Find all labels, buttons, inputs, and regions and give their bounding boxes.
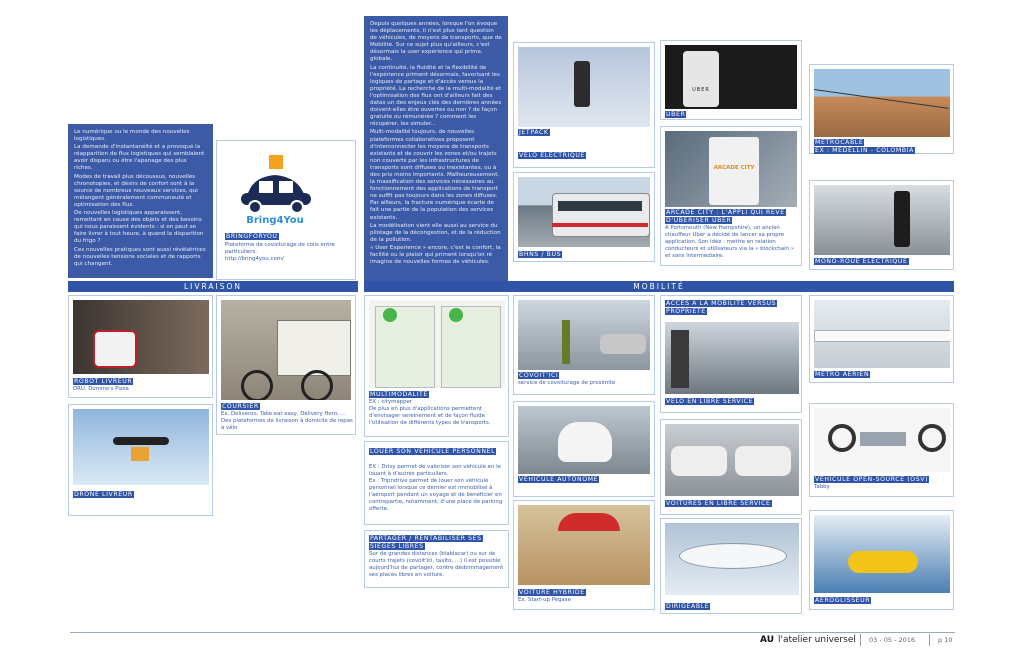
bring4you-card [216, 140, 356, 280]
covoitici-photo [518, 300, 650, 370]
covoitici-title: COVOIT'ICI [519, 372, 559, 379]
monoroue-title: MONO-ROUE ÉLECTRIQUE [815, 258, 908, 265]
acces-card [660, 295, 802, 413]
bring4you-logo: Bring4You [225, 149, 325, 231]
louer-card [364, 441, 509, 525]
footer-date: 03 - 05 - 2016 [869, 636, 916, 644]
velo-libre-title: VÉLO EN LIBRE SERVICE [666, 398, 754, 405]
louer-desc: EX : Drivy permet de valoriser son véhicule en le louant à d'autres particuliers. Ex : Tripndrive permet de louer son véhicule personnel lorsque ce dernier est immobilisé à l'aéroport pendant un voyage et de bénéficier en contrepartie, notamment, d'une place de parking offerte. [369, 464, 503, 512]
multimodalite-title: MULTIMODALITÉ [370, 391, 428, 398]
velo-libre-photo [665, 322, 799, 394]
partager-title: PARTAGER / RENTABILISER SES SIÈGES LIBRES [370, 535, 482, 550]
uber-card [660, 40, 802, 120]
velo-electrique-card [513, 150, 655, 168]
velo-electrique-title: VÉLO ÉLECTRIQUE [519, 152, 586, 159]
section-livraison: LIVRAISON [68, 281, 358, 292]
arcade-card [660, 126, 802, 266]
robot-photo [73, 300, 209, 374]
jetpack-photo [518, 47, 650, 127]
bhns-card [513, 172, 655, 262]
autonome-card [513, 401, 655, 497]
bring4you-desc: Plateforme de covoiturage de colis entre particuliers. http://bring4you.com/ [225, 242, 335, 262]
footer-brand: l'atelier universel [778, 635, 856, 645]
autonome-photo [518, 406, 650, 474]
covoitici-desc: service de covoiturage de proximité [518, 380, 616, 386]
arcade-title: ARCADE CITY : L'APPLI QUI RÊVE D'UBERISER UBER [666, 209, 785, 224]
aeroglisseur-photo [814, 515, 950, 593]
multimodalite-photo [369, 300, 505, 388]
intro-livraison: Le numérique ou le monde des nouvelles logistiques. La demande d'instantanéité et a provoqué la réapparition de flux logistiques qui semblaient avoir disparu ou être l'apanage des plus riches. Modes de travail plus découssus, nouvelles chronotopies, et désirs de confort sont à la source de nombreux nouveaux services, qui mélangent généralement communauté et optimisation des flux. De nouvelles logistiques apparaissent, remettant en cause des objets et des besoins qui nous paraissent évidents : si on peut se faire livrer à tout heure, à quand la disparition du frigo ? Ces nouvelles pratiques sont aussi révélatrices de nouvelles tensions sociales et de rapports qui changent. [68, 124, 213, 278]
footer-page: p 10 [938, 636, 953, 644]
aeroglisseur-title: AÉROGLISSEUR [815, 597, 871, 604]
covoitici-card [513, 295, 655, 395]
footer-logo: AU [760, 635, 774, 645]
louer-title: LOUER SON VÉHICULE PERSONNEL [370, 448, 496, 455]
hybride-photo [518, 505, 650, 585]
multimodalite-desc: EX : citymapper De plus en plus d'applications permettent d'envisager sereinement et de façon fluide l'utilisation de différents types de transports. [369, 399, 491, 426]
metrocable-title: METROCABLE [815, 139, 864, 146]
hybride-card [513, 500, 655, 610]
metro-aerien-card [809, 295, 954, 383]
metro-aerien-photo [814, 300, 950, 368]
partager-desc: Sur de grandes distances (blablacar) ou sur de courts trajets (covoit'ici, taxito, ...) il est possible aujourd'hui de partager, contre dédommagement ses places libres en voiture. [369, 551, 504, 578]
bhns-photo [518, 177, 650, 247]
open-source-title: VÉHICULE OPEN-SOURCE (OSV) [815, 476, 929, 483]
uber-title: UBER [666, 111, 686, 118]
footer-sep-2 [929, 634, 930, 646]
metrocable-desc: EX : MEDELLIN - COLOMBIA [815, 147, 914, 154]
drone-card [68, 404, 213, 516]
intro-mobilite: Depuis quelques années, lorsque l'on évoque les déplacements, il n'est plus tant question de véhicules, de moyens de transports, que de Mobilité. Sur ce sujet plus qu'ailleurs, c'est désormais la user expérience qui prime, globale. La continuité, la fluidité et la flexibilité de l'expérience priment désormais, favorisant les logiques de partage et d'accès versus la propriété. La recherche de la multi-modalité et l'optimisation des flux ont d'ailleurs fait des datas un des enjeux clés des dernières années doivent-elles être ouvertes ou non ? de façon gratuite ou rémunérée ? comment les récupérer, les simuler... Multi-modalité toujours, de nouvelles plateformes collaboratives proposent d'interconnecter les moyens de transports existants et de couvrir les zones et/ou trajets non couverts par les infrastructures de transports sont diffuses ou inexistantes, ou à des prix moins importants. Malheureusement, la massification des services nécessaires au fonctionnement des applications de transport ne suffit pas toujours dans les zones diffuses. Par ailleurs, la fracture numérique écarte de fait une partie de la population des services existants. La modélisation vient elle aussi au service du pilotage de la décongestion, et de la réduction de la pollution. « User Experience » encore, c'est le confort, la facilité ou le plaisir qui priment lorsqu'on ré imagine de nouvelles formes de véhicules. [364, 16, 508, 282]
arcade-desc: A Portsmouth (New Hampshire), un ancien chauffeur Uber a décidé de lancer sa propre application. Son idée : mettre en relation conducteurs et utilisateurs via la « blockchain » et sans intermédiaire. [665, 225, 795, 259]
coursier-card [216, 295, 356, 435]
uber-photo: UBER [665, 45, 797, 109]
voiture-libre-photo [665, 424, 799, 496]
metrocable-photo [814, 69, 950, 137]
dirigeable-title: DIRIGEABLE [666, 603, 710, 610]
drone-title: DRONE LIVREUR [74, 491, 133, 498]
dirigeable-photo [665, 523, 799, 595]
monoroue-photo [814, 185, 950, 255]
robot-title: ROBOT LIVREUR [74, 378, 133, 385]
jetpack-title: JETPACK [519, 129, 549, 136]
arcade-photo: ARCADE CITY [665, 131, 797, 207]
section-mobilite: MOBILITÉ [364, 281, 954, 292]
partager-card [364, 530, 509, 588]
bhns-title: BHNS / BUS [519, 251, 562, 258]
open-source-desc: Tabby [814, 484, 830, 490]
bring4you-title: BRINGFORYOU [226, 233, 278, 240]
robot-card [68, 295, 213, 398]
footer-sep-1 [860, 634, 861, 646]
footer-rule [70, 632, 955, 633]
open-source-card [809, 403, 954, 497]
aeroglisseur-card [809, 510, 954, 610]
voiture-libre-card [660, 419, 802, 515]
voiture-libre-title: VOITURES EN LIBRE SERVICE [666, 500, 771, 507]
acces-title: ACCÈS À LA MOBILITÉ VERSUS PROPRIÉTÉ [666, 300, 777, 315]
drone-photo [73, 409, 209, 485]
hybride-desc: Ex. Start-up Pégase [518, 597, 571, 603]
coursier-photo [221, 300, 351, 400]
coursier-desc: Ex. Deliveroo, Take eat easy, Delivery Hero, ... Des plateformes de livraison à domicile de repas à vélo [221, 411, 353, 431]
jetpack-card [513, 42, 655, 164]
hybride-title: VOITURE HYBRIDE [519, 589, 585, 596]
coursier-title: COURSIER [222, 403, 259, 410]
robot-desc: DRU, Domino's Pizza [73, 386, 129, 392]
open-source-photo [814, 408, 950, 472]
metrocable-card [809, 64, 954, 154]
dirigeable-card [660, 518, 802, 614]
autonome-title: VÉHICULE AUTONOME [519, 476, 599, 483]
multimodalite-card [364, 295, 509, 437]
metro-aerien-title: METRO AÉRIEN [815, 371, 870, 378]
monoroue-card [809, 180, 954, 270]
